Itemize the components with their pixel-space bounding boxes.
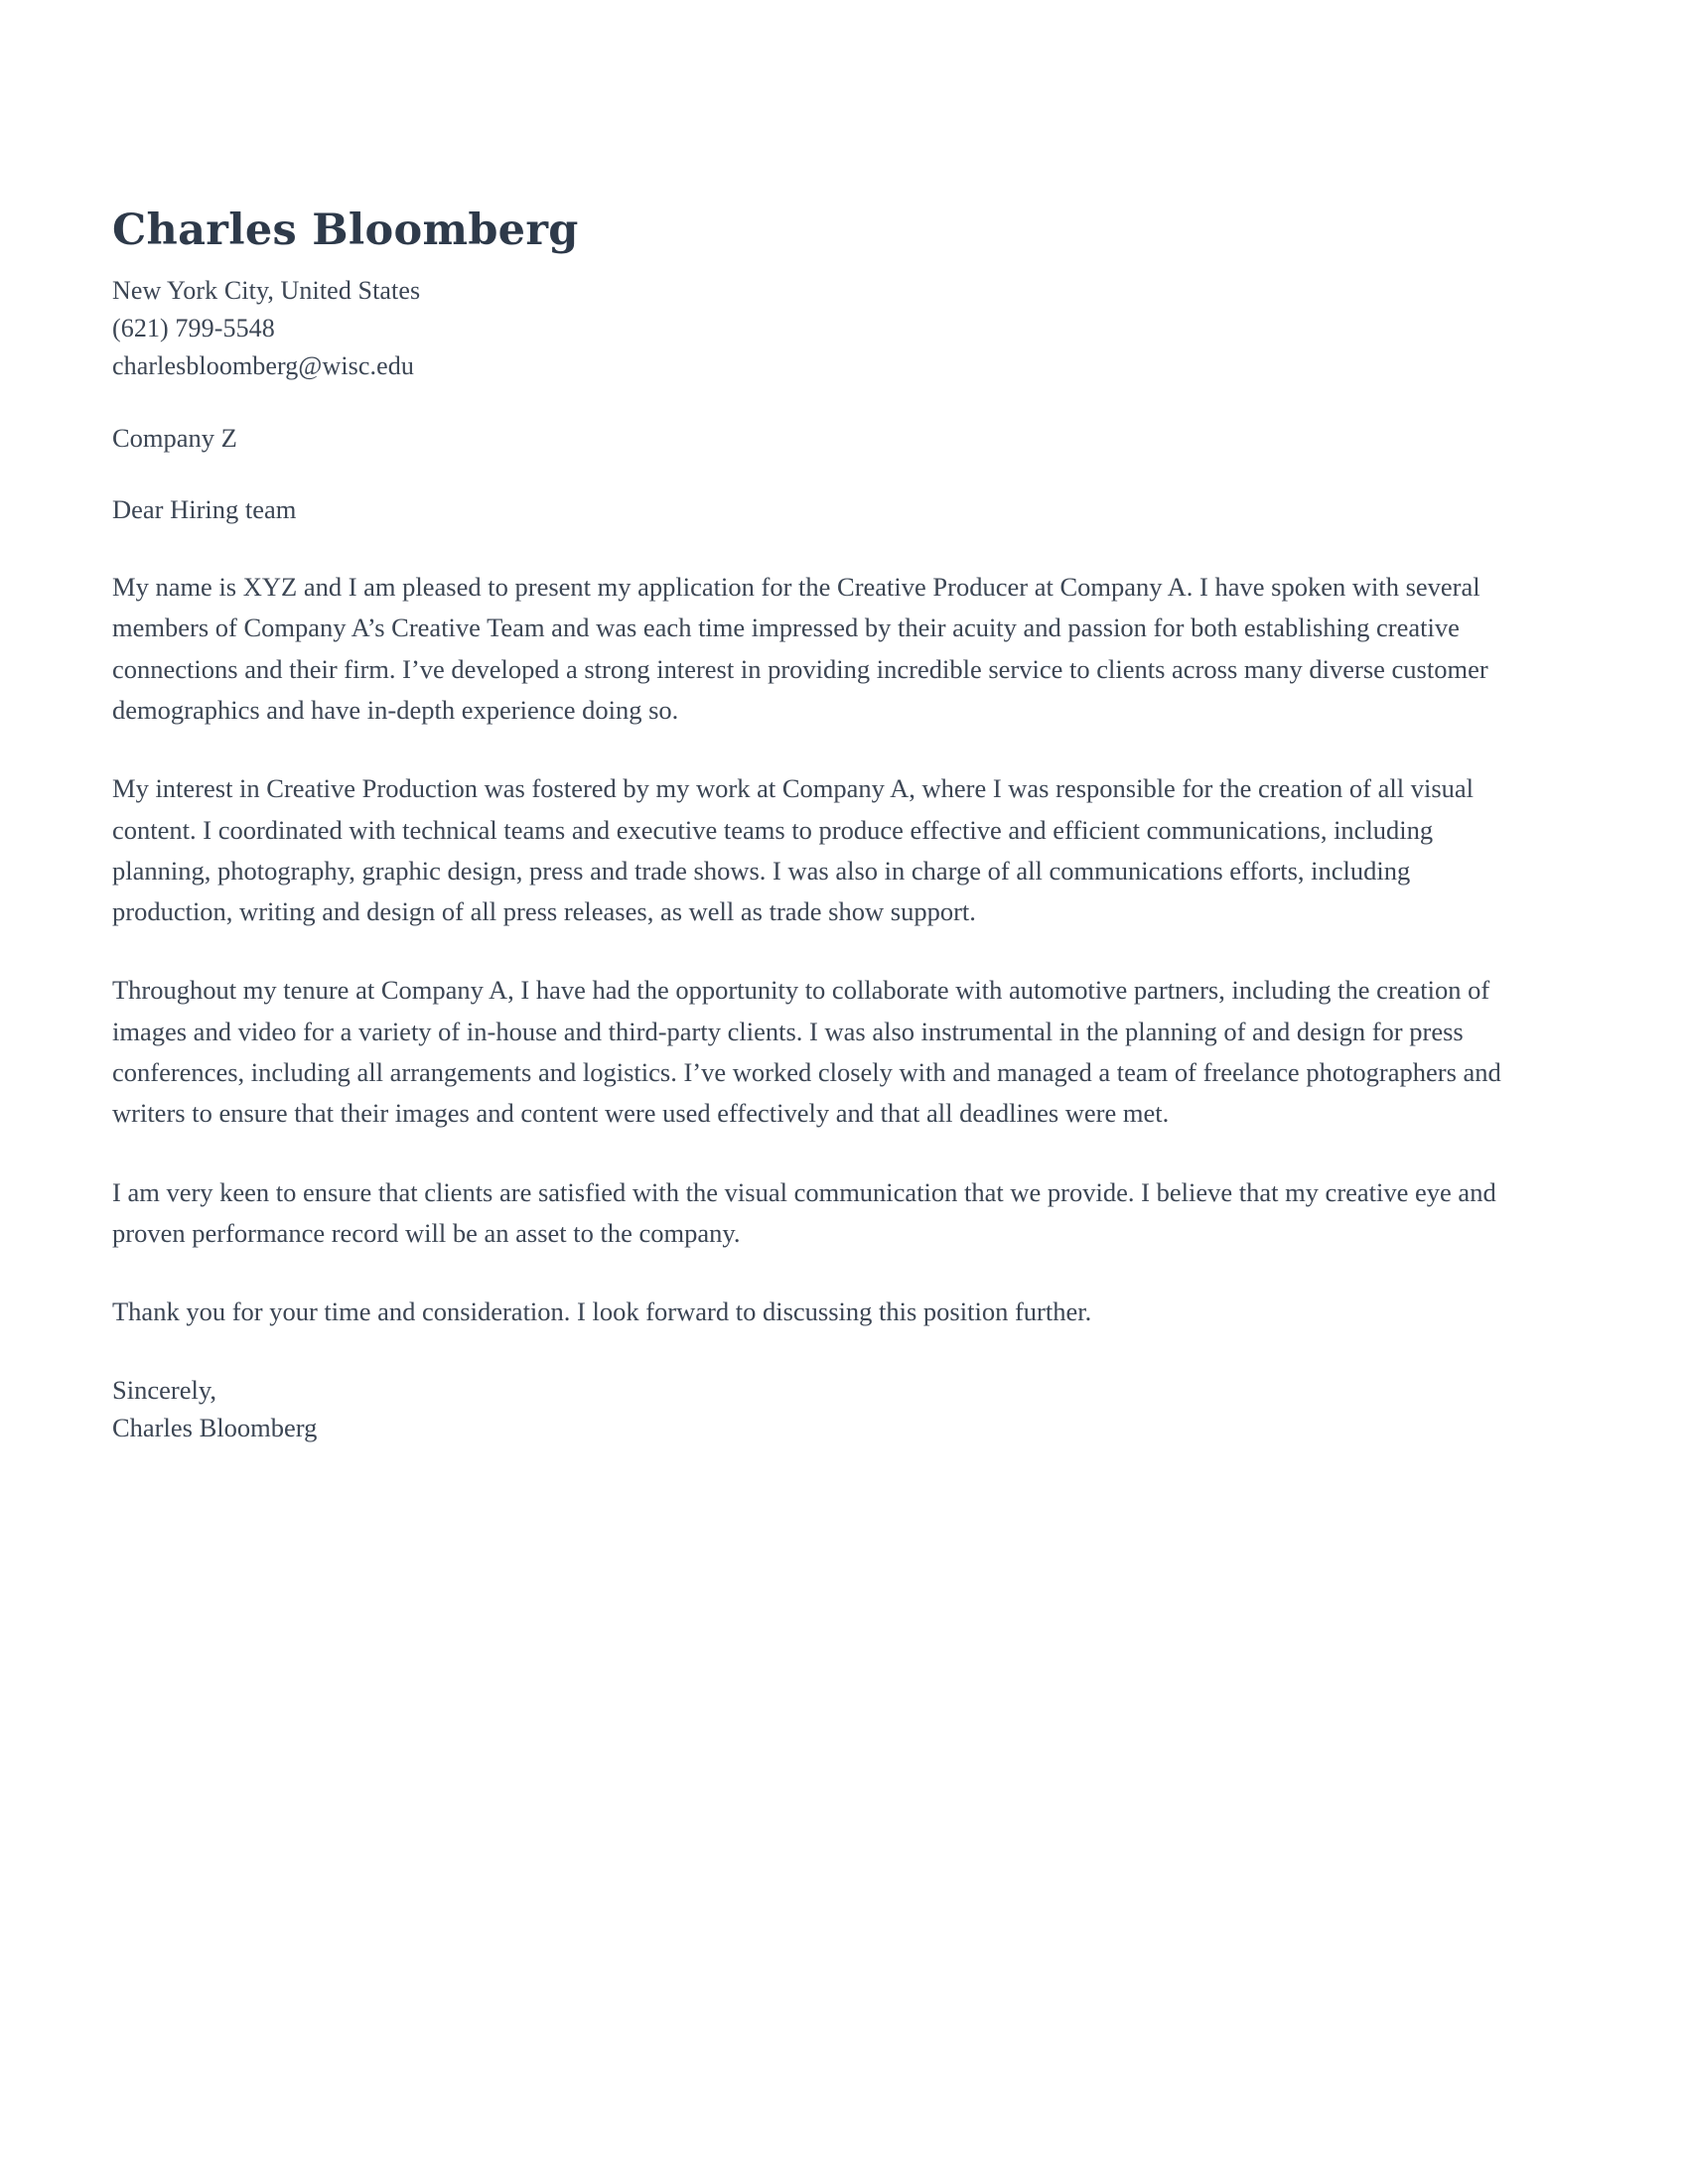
cover-letter-body xyxy=(112,206,1537,1447)
spacer xyxy=(112,529,1537,567)
body-paragraph: Throughout my tenure at Company A, I have had the opportunity to collaborate with automotive partners, including the creation of images and video for a variety of in-house and third-party clients. I was also instrumental in the planning of and design for press conferences, including all arrangements and logistics. I’ve worked closely with and managed a team of freelance photographers and writers to ensure that their images and content were used effectively and that all deadlines were met. xyxy=(112,975,1501,1129)
contact-phone: (621) 799-5548 xyxy=(112,314,275,343)
body-paragraph: My name is XYZ and I am pleased to present my application for the Creative Producer at Company A. I have spoken with several members of Company A’s Creative Team and was each time impressed by their acuity and passion for both establishing creative connections and their firm. I’ve developed a strong interest in providing incredible service to clients across many diverse customer demographics and have in-depth experience doing so. xyxy=(112,571,1488,725)
contact-email: charlesbloomberg@wisc.edu xyxy=(112,351,414,381)
spacer xyxy=(112,457,1537,490)
page-title: Charles Bloomberg xyxy=(112,205,579,255)
recipient-company: Company Z xyxy=(112,423,237,454)
closing-signature-name: Charles Bloomberg xyxy=(112,1413,318,1443)
contact-location: New York City, United States xyxy=(112,276,421,306)
closing-valediction: Sincerely, xyxy=(112,1374,216,1405)
body-paragraph: I am very keen to ensure that clients are satisfied with the visual communication that we provide. I believe that my creative eye and proven performance record will be an asset to the company. xyxy=(112,1176,1496,1249)
contact-details xyxy=(112,272,1537,385)
salutation-greeting: Dear Hiring team xyxy=(112,494,297,525)
spacer xyxy=(112,385,1537,419)
closing-block xyxy=(112,1371,1537,1447)
body-paragraph: Thank you for your time and consideration. I look forward to discussing this position further. xyxy=(112,1297,1092,1327)
body-paragraph: My interest in Creative Production was fostered by my work at Company A, where I was responsible for the creation of all visual content. I coordinated with technical teams and executive teams to produce effective and efficient communications, including planning, photography, graphic design, press and trade shows. I was also in charge of all communications efforts, including production, writing and design of all press releases, as well as trade show support. xyxy=(112,773,1475,927)
